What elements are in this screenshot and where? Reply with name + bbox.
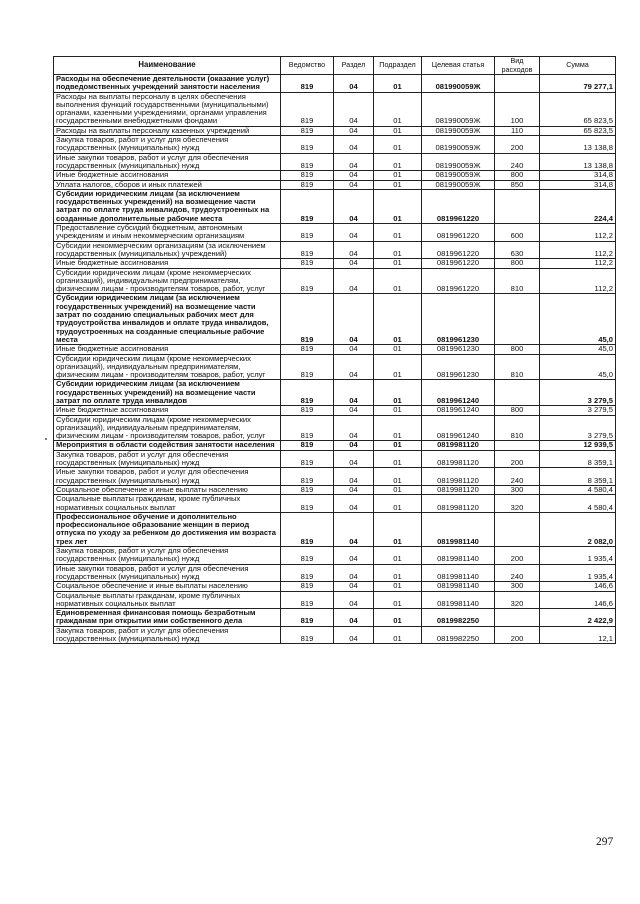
cell-vid-rashodov: 110 xyxy=(495,126,540,135)
cell-razdel: 04 xyxy=(334,241,374,259)
header-celevaya-statya: Целевая статья xyxy=(422,57,495,75)
cell-podrazdel: 01 xyxy=(374,582,422,591)
cell-summa: 112,2 xyxy=(540,268,616,294)
cell-podrazdel: 01 xyxy=(374,354,422,380)
cell-razdel: 04 xyxy=(334,92,374,126)
cell-name: Социальное обеспечение и иные выплаты населению xyxy=(54,485,281,494)
cell-celevaya-statya: 0819981140 xyxy=(422,591,495,609)
table-body xyxy=(54,75,616,644)
cell-name: Иные бюджетные ассигнования xyxy=(54,259,281,268)
cell-summa: 146,6 xyxy=(540,591,616,609)
cell-vedomstvo: 819 xyxy=(281,582,334,591)
cell-celevaya-statya: 081990059Ж xyxy=(422,126,495,135)
cell-vid-rashodov xyxy=(495,441,540,450)
cell-celevaya-statya: 0819981140 xyxy=(422,582,495,591)
cell-summa: 8 359,1 xyxy=(540,450,616,468)
cell-vid-rashodov: 200 xyxy=(495,136,540,154)
cell-name: Социальные выплаты гражданам, кроме публичных нормативных социальных выплат xyxy=(54,495,281,513)
cell-vid-rashodov xyxy=(495,609,540,627)
table-row xyxy=(54,259,616,268)
cell-razdel: 04 xyxy=(334,512,374,546)
cell-celevaya-statya: 0819981120 xyxy=(422,441,495,450)
cell-name: Субсидии юридическим лицам (за исключением государственных учреждений) на возмещение части затрат по оплате труда инвалидов xyxy=(54,380,281,406)
cell-vid-rashodov xyxy=(495,512,540,546)
cell-summa: 2 422,9 xyxy=(540,609,616,627)
cell-razdel: 04 xyxy=(334,189,374,223)
cell-razdel: 04 xyxy=(334,495,374,513)
cell-summa: 13 138,8 xyxy=(540,153,616,171)
cell-summa: 112,2 xyxy=(540,224,616,242)
cell-podrazdel: 01 xyxy=(374,626,422,644)
cell-vedomstvo: 819 xyxy=(281,180,334,189)
cell-celevaya-statya: 0819981120 xyxy=(422,495,495,513)
cell-celevaya-statya: 081990059Ж xyxy=(422,75,495,93)
cell-summa: 45,0 xyxy=(540,294,616,345)
cell-summa: 45,0 xyxy=(540,354,616,380)
cell-vedomstvo: 819 xyxy=(281,441,334,450)
cell-razdel: 04 xyxy=(334,75,374,93)
cell-celevaya-statya: 0819981120 xyxy=(422,485,495,494)
cell-name: Субсидии юридическим лицам (кроме некоммерческих организаций), индивидуальным предпринимателям, физическим лицам - производителям товаров, работ, услуг xyxy=(54,268,281,294)
cell-podrazdel: 01 xyxy=(374,241,422,259)
cell-celevaya-statya: 0819981120 xyxy=(422,468,495,486)
cell-name: Профессиональное обучение и дополнительно профессиональное образование женщин в период отпуска по уходу за ребенком до достижения им возраста трех лет xyxy=(54,512,281,546)
cell-summa: 314,8 xyxy=(540,171,616,180)
table-row xyxy=(54,512,616,546)
cell-summa: 8 359,1 xyxy=(540,468,616,486)
cell-celevaya-statya: 0819961230 xyxy=(422,345,495,354)
table-row xyxy=(54,345,616,354)
cell-celevaya-statya: 0819961240 xyxy=(422,415,495,441)
cell-vid-rashodov: 100 xyxy=(495,92,540,126)
cell-vedomstvo: 819 xyxy=(281,591,334,609)
cell-vedomstvo: 819 xyxy=(281,406,334,415)
cell-razdel: 04 xyxy=(334,268,374,294)
cell-vedomstvo: 819 xyxy=(281,512,334,546)
cell-celevaya-statya: 0819961240 xyxy=(422,380,495,406)
cell-vedomstvo: 819 xyxy=(281,241,334,259)
cell-vedomstvo: 819 xyxy=(281,564,334,582)
cell-celevaya-statya: 0819961230 xyxy=(422,354,495,380)
cell-name: Социальное обеспечение и иные выплаты населению xyxy=(54,582,281,591)
cell-vedomstvo: 819 xyxy=(281,609,334,627)
cell-vedomstvo: 819 xyxy=(281,380,334,406)
cell-vid-rashodov xyxy=(495,294,540,345)
cell-summa: 112,2 xyxy=(540,241,616,259)
cell-vid-rashodov: 810 xyxy=(495,354,540,380)
cell-vid-rashodov: 300 xyxy=(495,485,540,494)
cell-vedomstvo: 819 xyxy=(281,345,334,354)
header-summa: Сумма xyxy=(540,57,616,75)
page-number: 297 xyxy=(596,836,614,848)
cell-razdel: 04 xyxy=(334,591,374,609)
table-row xyxy=(54,153,616,171)
cell-celevaya-statya: 081990059Ж xyxy=(422,180,495,189)
cell-name: Субсидии юридическим лицам (кроме некоммерческих организаций), индивидуальным предпринимателям, физическим лицам - производителям товаров, работ, услуг xyxy=(54,354,281,380)
cell-vid-rashodov: 300 xyxy=(495,582,540,591)
cell-vid-rashodov: 320 xyxy=(495,591,540,609)
cell-podrazdel: 01 xyxy=(374,591,422,609)
cell-razdel: 04 xyxy=(334,450,374,468)
cell-vid-rashodov xyxy=(495,380,540,406)
cell-podrazdel: 01 xyxy=(374,450,422,468)
table-row xyxy=(54,485,616,494)
cell-vid-rashodov: 800 xyxy=(495,171,540,180)
cell-podrazdel: 01 xyxy=(374,268,422,294)
cell-vedomstvo: 819 xyxy=(281,485,334,494)
cell-summa: 79 277,1 xyxy=(540,75,616,93)
cell-name: Социальные выплаты гражданам, кроме публичных нормативных социальных выплат xyxy=(54,591,281,609)
table-row xyxy=(54,171,616,180)
cell-summa: 2 082,0 xyxy=(540,512,616,546)
table-row xyxy=(54,591,616,609)
table-row xyxy=(54,609,616,627)
cell-name: Мероприятия в области содействия занятости населения xyxy=(54,441,281,450)
cell-vedomstvo: 819 xyxy=(281,415,334,441)
cell-summa: 1 935,4 xyxy=(540,564,616,582)
header-name: Наименование xyxy=(54,57,281,75)
cell-name: Иные бюджетные ассигнования xyxy=(54,345,281,354)
table-row xyxy=(54,180,616,189)
cell-razdel: 04 xyxy=(334,415,374,441)
cell-name: Единовременная финансовая помощь безработным гражданам при открытии ими собственного дела xyxy=(54,609,281,627)
cell-razdel: 04 xyxy=(334,468,374,486)
cell-vedomstvo: 819 xyxy=(281,495,334,513)
cell-summa: 146,6 xyxy=(540,582,616,591)
cell-razdel: 04 xyxy=(334,547,374,565)
table-row xyxy=(54,495,616,513)
cell-podrazdel: 01 xyxy=(374,547,422,565)
cell-razdel: 04 xyxy=(334,171,374,180)
table-row xyxy=(54,564,616,582)
cell-razdel: 04 xyxy=(334,354,374,380)
cell-summa: 3 279,5 xyxy=(540,380,616,406)
cell-vid-rashodov: 600 xyxy=(495,224,540,242)
cell-name: Расходы на обеспечение деятельности (оказание услуг) подведомственных учреждений занятости населения xyxy=(54,75,281,93)
cell-celevaya-statya: 081990059Ж xyxy=(422,92,495,126)
cell-podrazdel: 01 xyxy=(374,180,422,189)
table-header-row xyxy=(54,57,616,75)
cell-vedomstvo: 819 xyxy=(281,354,334,380)
cell-podrazdel: 01 xyxy=(374,136,422,154)
table-row xyxy=(54,380,616,406)
cell-name: Уплата налогов, сборов и иных платежей xyxy=(54,180,281,189)
cell-name: Субсидии юридическим лицам (кроме некоммерческих организаций), индивидуальным предпринимателям, физическим лицам - производителям товаров, работ, услуг xyxy=(54,415,281,441)
cell-vid-rashodov xyxy=(495,75,540,93)
cell-celevaya-statya: 0819961240 xyxy=(422,406,495,415)
cell-celevaya-statya: 081990059Ж xyxy=(422,153,495,171)
cell-name: Закупка товаров, работ и услуг для обеспечения государственных (муниципальных) нужд xyxy=(54,136,281,154)
cell-razdel: 04 xyxy=(334,564,374,582)
table-row xyxy=(54,224,616,242)
cell-name: Иные бюджетные ассигнования xyxy=(54,171,281,180)
cell-podrazdel: 01 xyxy=(374,485,422,494)
table-row xyxy=(54,241,616,259)
cell-celevaya-statya: 081990059Ж xyxy=(422,171,495,180)
cell-podrazdel: 01 xyxy=(374,415,422,441)
cell-vid-rashodov: 800 xyxy=(495,406,540,415)
cell-razdel: 04 xyxy=(334,441,374,450)
cell-celevaya-statya: 0819961220 xyxy=(422,259,495,268)
table-row xyxy=(54,268,616,294)
cell-celevaya-statya: 0819961230 xyxy=(422,294,495,345)
cell-razdel: 04 xyxy=(334,626,374,644)
cell-name: Закупка товаров, работ и услуг для обеспечения государственных (муниципальных) нужд xyxy=(54,626,281,644)
cell-vedomstvo: 819 xyxy=(281,468,334,486)
cell-name: Закупка товаров, работ и услуг для обеспечения государственных (муниципальных) нужд xyxy=(54,547,281,565)
cell-celevaya-statya: 0819982250 xyxy=(422,609,495,627)
cell-vedomstvo: 819 xyxy=(281,294,334,345)
cell-celevaya-statya: 0819981140 xyxy=(422,564,495,582)
cell-name: Субсидии юридическим лицам (за исключением государственных учреждений) на возмещение части затрат по оплате труда инвалидов, трудоустроенных на созданные дополнительные рабочие места xyxy=(54,189,281,223)
cell-summa: 65 823,5 xyxy=(540,126,616,135)
cell-celevaya-statya: 0819981140 xyxy=(422,547,495,565)
cell-vid-rashodov: 200 xyxy=(495,547,540,565)
cell-vedomstvo: 819 xyxy=(281,626,334,644)
cell-vedomstvo: 819 xyxy=(281,171,334,180)
cell-summa: 4 580,4 xyxy=(540,495,616,513)
table-row xyxy=(54,126,616,135)
budget-table xyxy=(53,56,616,644)
cell-vedomstvo: 819 xyxy=(281,126,334,135)
cell-vid-rashodov: 200 xyxy=(495,450,540,468)
header-vid-rashodov: Вид расходов xyxy=(495,57,540,75)
cell-celevaya-statya: 0819961220 xyxy=(422,268,495,294)
cell-vid-rashodov: 850 xyxy=(495,180,540,189)
cell-celevaya-statya: 0819961220 xyxy=(422,241,495,259)
cell-podrazdel: 01 xyxy=(374,294,422,345)
cell-name: Иные бюджетные ассигнования xyxy=(54,406,281,415)
cell-vedomstvo: 819 xyxy=(281,224,334,242)
cell-razdel: 04 xyxy=(334,153,374,171)
table-row xyxy=(54,75,616,93)
cell-vedomstvo: 819 xyxy=(281,259,334,268)
cell-podrazdel: 01 xyxy=(374,609,422,627)
cell-summa: 3 279,5 xyxy=(540,415,616,441)
cell-podrazdel: 01 xyxy=(374,406,422,415)
table-row xyxy=(54,582,616,591)
cell-razdel: 04 xyxy=(334,259,374,268)
table-row xyxy=(54,415,616,441)
cell-podrazdel: 01 xyxy=(374,171,422,180)
cell-celevaya-statya: 0819961220 xyxy=(422,224,495,242)
cell-summa: 224,4 xyxy=(540,189,616,223)
table-row xyxy=(54,354,616,380)
table-row xyxy=(54,450,616,468)
cell-name: Субсидии некоммерческим организациям (за исключением государственных (муниципальных) учреждений) xyxy=(54,241,281,259)
cell-vid-rashodov: 320 xyxy=(495,495,540,513)
cell-vid-rashodov: 800 xyxy=(495,345,540,354)
header-razdel: Раздел xyxy=(334,57,374,75)
cell-vid-rashodov: 810 xyxy=(495,415,540,441)
cell-vid-rashodov: 200 xyxy=(495,626,540,644)
cell-razdel: 04 xyxy=(334,609,374,627)
cell-summa: 45,0 xyxy=(540,345,616,354)
cell-summa: 12 939,5 xyxy=(540,441,616,450)
cell-vedomstvo: 819 xyxy=(281,268,334,294)
cell-celevaya-statya: 0819981120 xyxy=(422,450,495,468)
cell-celevaya-statya: 0819982250 xyxy=(422,626,495,644)
cell-podrazdel: 01 xyxy=(374,153,422,171)
cell-podrazdel: 01 xyxy=(374,92,422,126)
scan-speck xyxy=(45,438,47,440)
cell-razdel: 04 xyxy=(334,180,374,189)
cell-summa: 12,1 xyxy=(540,626,616,644)
cell-summa: 65 823,5 xyxy=(540,92,616,126)
header-vedomstvo: Ведомство xyxy=(281,57,334,75)
cell-razdel: 04 xyxy=(334,126,374,135)
cell-podrazdel: 01 xyxy=(374,126,422,135)
cell-podrazdel: 01 xyxy=(374,512,422,546)
table-row xyxy=(54,406,616,415)
cell-vedomstvo: 819 xyxy=(281,153,334,171)
cell-summa: 314,8 xyxy=(540,180,616,189)
cell-summa: 4 580,4 xyxy=(540,485,616,494)
cell-razdel: 04 xyxy=(334,582,374,591)
table-row xyxy=(54,92,616,126)
cell-vid-rashodov: 240 xyxy=(495,153,540,171)
cell-vid-rashodov: 240 xyxy=(495,468,540,486)
table-row xyxy=(54,441,616,450)
cell-razdel: 04 xyxy=(334,136,374,154)
cell-name: Субсидии юридическим лицам (за исключением государственных учреждений) на возмещение части затрат по созданию специальных рабочих мест для трудоустройства инвалидов и оплате труда инвалидов, трудоустроенных на созданные специальные рабочие места xyxy=(54,294,281,345)
cell-summa: 1 935,4 xyxy=(540,547,616,565)
cell-summa: 3 279,5 xyxy=(540,406,616,415)
cell-name: Предоставление субсидий бюджетным, автономным учреждениям и иным некоммерческим организациям xyxy=(54,224,281,242)
cell-vid-rashodov: 800 xyxy=(495,259,540,268)
cell-vid-rashodov: 810 xyxy=(495,268,540,294)
cell-vedomstvo: 819 xyxy=(281,450,334,468)
cell-podrazdel: 01 xyxy=(374,224,422,242)
cell-vedomstvo: 819 xyxy=(281,547,334,565)
cell-podrazdel: 01 xyxy=(374,441,422,450)
cell-vedomstvo: 819 xyxy=(281,136,334,154)
cell-podrazdel: 01 xyxy=(374,75,422,93)
cell-podrazdel: 01 xyxy=(374,495,422,513)
cell-razdel: 04 xyxy=(334,224,374,242)
budget-table-container xyxy=(53,56,615,644)
cell-vedomstvo: 819 xyxy=(281,189,334,223)
cell-celevaya-statya: 0819961220 xyxy=(422,189,495,223)
cell-name: Иные закупки товаров, работ и услуг для обеспечения государственных (муниципальных) нужд xyxy=(54,153,281,171)
cell-podrazdel: 01 xyxy=(374,259,422,268)
cell-podrazdel: 01 xyxy=(374,380,422,406)
cell-podrazdel: 01 xyxy=(374,564,422,582)
cell-name: Иные закупки товаров, работ и услуг для обеспечения государственных (муниципальных) нужд xyxy=(54,468,281,486)
cell-summa: 13 138,8 xyxy=(540,136,616,154)
cell-razdel: 04 xyxy=(334,380,374,406)
cell-razdel: 04 xyxy=(334,345,374,354)
cell-name: Закупка товаров, работ и услуг для обеспечения государственных (муниципальных) нужд xyxy=(54,450,281,468)
cell-vid-rashodov xyxy=(495,189,540,223)
cell-razdel: 04 xyxy=(334,406,374,415)
cell-vid-rashodov: 240 xyxy=(495,564,540,582)
table-row xyxy=(54,626,616,644)
header-podrazdel: Подраздел xyxy=(374,57,422,75)
cell-celevaya-statya: 081990059Ж xyxy=(422,136,495,154)
table-row xyxy=(54,294,616,345)
cell-razdel: 04 xyxy=(334,294,374,345)
cell-name: Расходы на выплаты персоналу в целях обеспечения выполнения функций государственными (муниципальными) органами, казенными учреждениями, органами управления государственными внебюджетными фондами xyxy=(54,92,281,126)
cell-summa: 112,2 xyxy=(540,259,616,268)
table-row xyxy=(54,189,616,223)
table-row xyxy=(54,136,616,154)
cell-name: Иные закупки товаров, работ и услуг для обеспечения государственных (муниципальных) нужд xyxy=(54,564,281,582)
cell-vedomstvo: 819 xyxy=(281,92,334,126)
cell-name: Расходы на выплаты персоналу казенных учреждений xyxy=(54,126,281,135)
table-row xyxy=(54,547,616,565)
table-row xyxy=(54,468,616,486)
cell-vedomstvo: 819 xyxy=(281,75,334,93)
cell-vid-rashodov: 630 xyxy=(495,241,540,259)
cell-podrazdel: 01 xyxy=(374,189,422,223)
cell-podrazdel: 01 xyxy=(374,345,422,354)
cell-podrazdel: 01 xyxy=(374,468,422,486)
cell-razdel: 04 xyxy=(334,485,374,494)
cell-celevaya-statya: 0819981140 xyxy=(422,512,495,546)
